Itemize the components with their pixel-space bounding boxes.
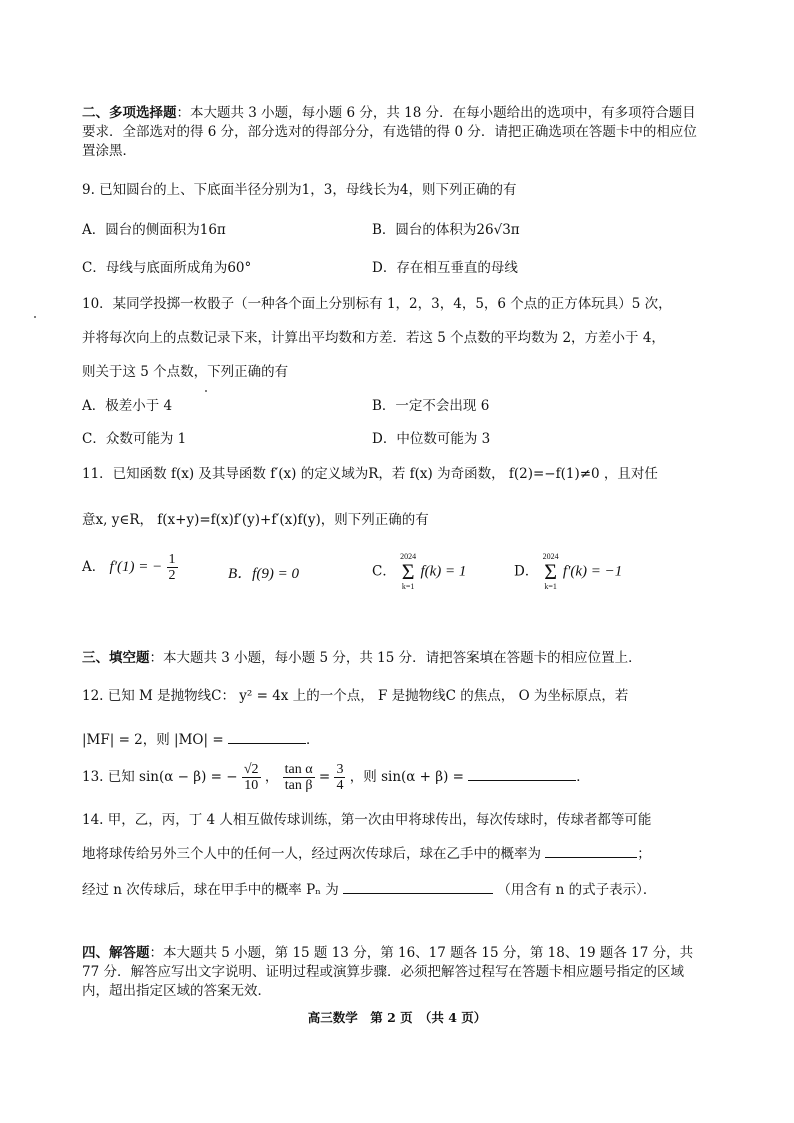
answer-blank[interactable] (468, 766, 576, 781)
q11-b-text: B．f(9) = 0 (228, 566, 299, 582)
q10-line1: 10．某同学投掷一枚骰子（一种各个面上分别标有 1，2，3，4，5，6 个点的正方体玩具）5 次， (82, 296, 672, 312)
q13-line (82, 762, 590, 793)
q11-d-expr: f′(k) = −1 (562, 563, 623, 580)
q13-equals: = (318, 769, 331, 785)
q13-pre: 13. 已知 sin(α − β) = − (82, 769, 238, 785)
q13-frac1-num: √2 (243, 762, 259, 777)
q11-a-denominator: 2 (168, 568, 176, 583)
scan-speck (205, 390, 207, 392)
answer-blank[interactable] (545, 843, 637, 858)
q13-fraction2 (283, 762, 315, 793)
q11-a-label: A． (82, 559, 106, 575)
answer-blank[interactable] (343, 879, 493, 894)
q13-frac3-den: 4 (336, 778, 344, 793)
q13-frac3-num: 3 (336, 762, 344, 777)
q12-end-punct: ． (305, 732, 320, 748)
section2-text (82, 104, 702, 161)
q11-a-fraction (167, 552, 178, 583)
q12-line2-text: |MF| = 2，则 |MO| = (82, 732, 224, 748)
q13-post: ，则 sin(α + β) = (349, 769, 464, 785)
q10-option-c: C．众数可能为 1 (82, 431, 187, 447)
section3-text (82, 646, 642, 666)
summation-sign (543, 552, 559, 592)
sum-lower-limit: k=1 (401, 582, 415, 591)
q13-frac2-num: tan α (284, 762, 313, 777)
section4-text (82, 944, 702, 1001)
q11-line1: 11．已知函数 f(x) 及其导函数 f′(x) 的定义域为R，若 f(x) 为奇函数， f(2)=−f(1)≠0 ，且对任 (82, 466, 658, 482)
section2-heading: 二、多项选择题 (82, 105, 177, 121)
q11-option-c (372, 552, 466, 592)
q14-line1: 14. 甲，乙，丙，丁 4 人相互做传球训练，第一次由甲将球传出，每次传球时，传球者都等可能 (82, 812, 652, 828)
q10-option-b: B．一定不会出现 6 (372, 398, 490, 414)
sigma-symbol: Σ (401, 559, 415, 584)
q13-frac1-den: 10 (244, 778, 259, 793)
q11-option-b (228, 562, 299, 583)
answer-blank[interactable] (228, 729, 306, 744)
q13-end-punct: ． (576, 769, 590, 785)
q9-option-c: C．母线与底面所成角为60° (82, 260, 252, 276)
sigma-symbol: Σ (544, 559, 558, 584)
q12-line1: 12. 已知 M 是抛物线C： y² = 4x 上的一个点， F 是抛物线C 的焦点， O 为坐标原点，若 (82, 688, 629, 704)
section3-heading: 三、填空题 (82, 650, 150, 666)
q11-a-numerator: 1 (168, 552, 176, 567)
sum-lower-limit: k=1 (544, 582, 557, 591)
q14-line2-end: ； (637, 846, 651, 862)
section2-intro: ：本大题共 3 小题，每小题 6 分，共 18 分．在每小题给出的选项中，有多项符合题目要求．全部选对的得 6 分，部分选对的得部分分，有选错的得 0 分．请把正确选项在答题卡中的相应位置涂黑． (82, 105, 697, 159)
q11-a-expr: f′(1) = − (109, 559, 163, 575)
q9-option-a: A．圆台的侧面积为16π (82, 222, 226, 238)
scan-speck (34, 316, 36, 318)
q11-d-label: D． (514, 563, 539, 580)
q10-option-d: D．中位数可能为 3 (372, 431, 491, 447)
q13-fraction1 (242, 762, 261, 793)
q11-c-label: C． (372, 563, 396, 580)
q9-stem: 9. 已知圆台的上、下底面半径分别为1，3，母线长为4，则下列正确的有 (82, 182, 517, 198)
section4-intro: ：本大题共 5 小题，第 15 题 13 分，第 16、17 题各 15 分，第 18、19 题各 17 分，共 77 分．解答应写出文字说明、证明过程或演算步骤．必须把解答过程写在答题卡相应题号指定的区域内，超出指定区域的答案无效． (82, 945, 694, 999)
section3-intro: ：本大题共 3 小题，每小题 5 分，共 15 分．请把答案填在答题卡的相应位置上． (149, 650, 642, 666)
q9-option-b: B．圆台的体积为26√3π (372, 222, 520, 238)
q10-option-a: A．极差小于 4 (82, 398, 173, 414)
q12-line2 (82, 728, 319, 748)
q11-line2: 意x, y∈R， f(x+y)=f(x)f′(y)+f′(x)f(y)，则下列正确的有 (82, 512, 429, 528)
q11-c-expr: f(k) = 1 (420, 563, 467, 580)
q10-line2: 并将每次向上的点数记录下来，计算出平均数和方差．若这 5 个点数的平均数为 2，方差小于 4， (82, 330, 665, 346)
section4-heading: 四、解答题 (82, 945, 150, 961)
q9-option-d: D．存在相互垂直的母线 (372, 260, 518, 276)
summation-sign (400, 552, 416, 592)
q14-line3-text: 经过 n 次传球后，球在甲手中的概率 Pₙ 为 (82, 882, 339, 898)
q13-frac2-den: tan β (284, 778, 313, 793)
q14-line3-note: （用含有 n 的式子表示）． (497, 882, 657, 898)
q14-line2-text: 地将球传给另外三个人中的任何一人，经过两次传球后，球在乙手中的概率为 (82, 846, 541, 862)
q10-line3: 则关于这 5 个点数，下列正确的有 (82, 364, 289, 380)
q13-comma: ， (264, 769, 279, 785)
sum-upper-limit: 2024 (400, 552, 417, 561)
q14-line3 (82, 878, 656, 898)
q14-line2 (82, 842, 651, 862)
q11-option-d (514, 552, 622, 592)
q13-fraction3 (334, 762, 345, 793)
page-footer: 高三数学 第 2 页 （共 4 页） (307, 1010, 487, 1025)
sum-upper-limit: 2024 (542, 552, 559, 561)
